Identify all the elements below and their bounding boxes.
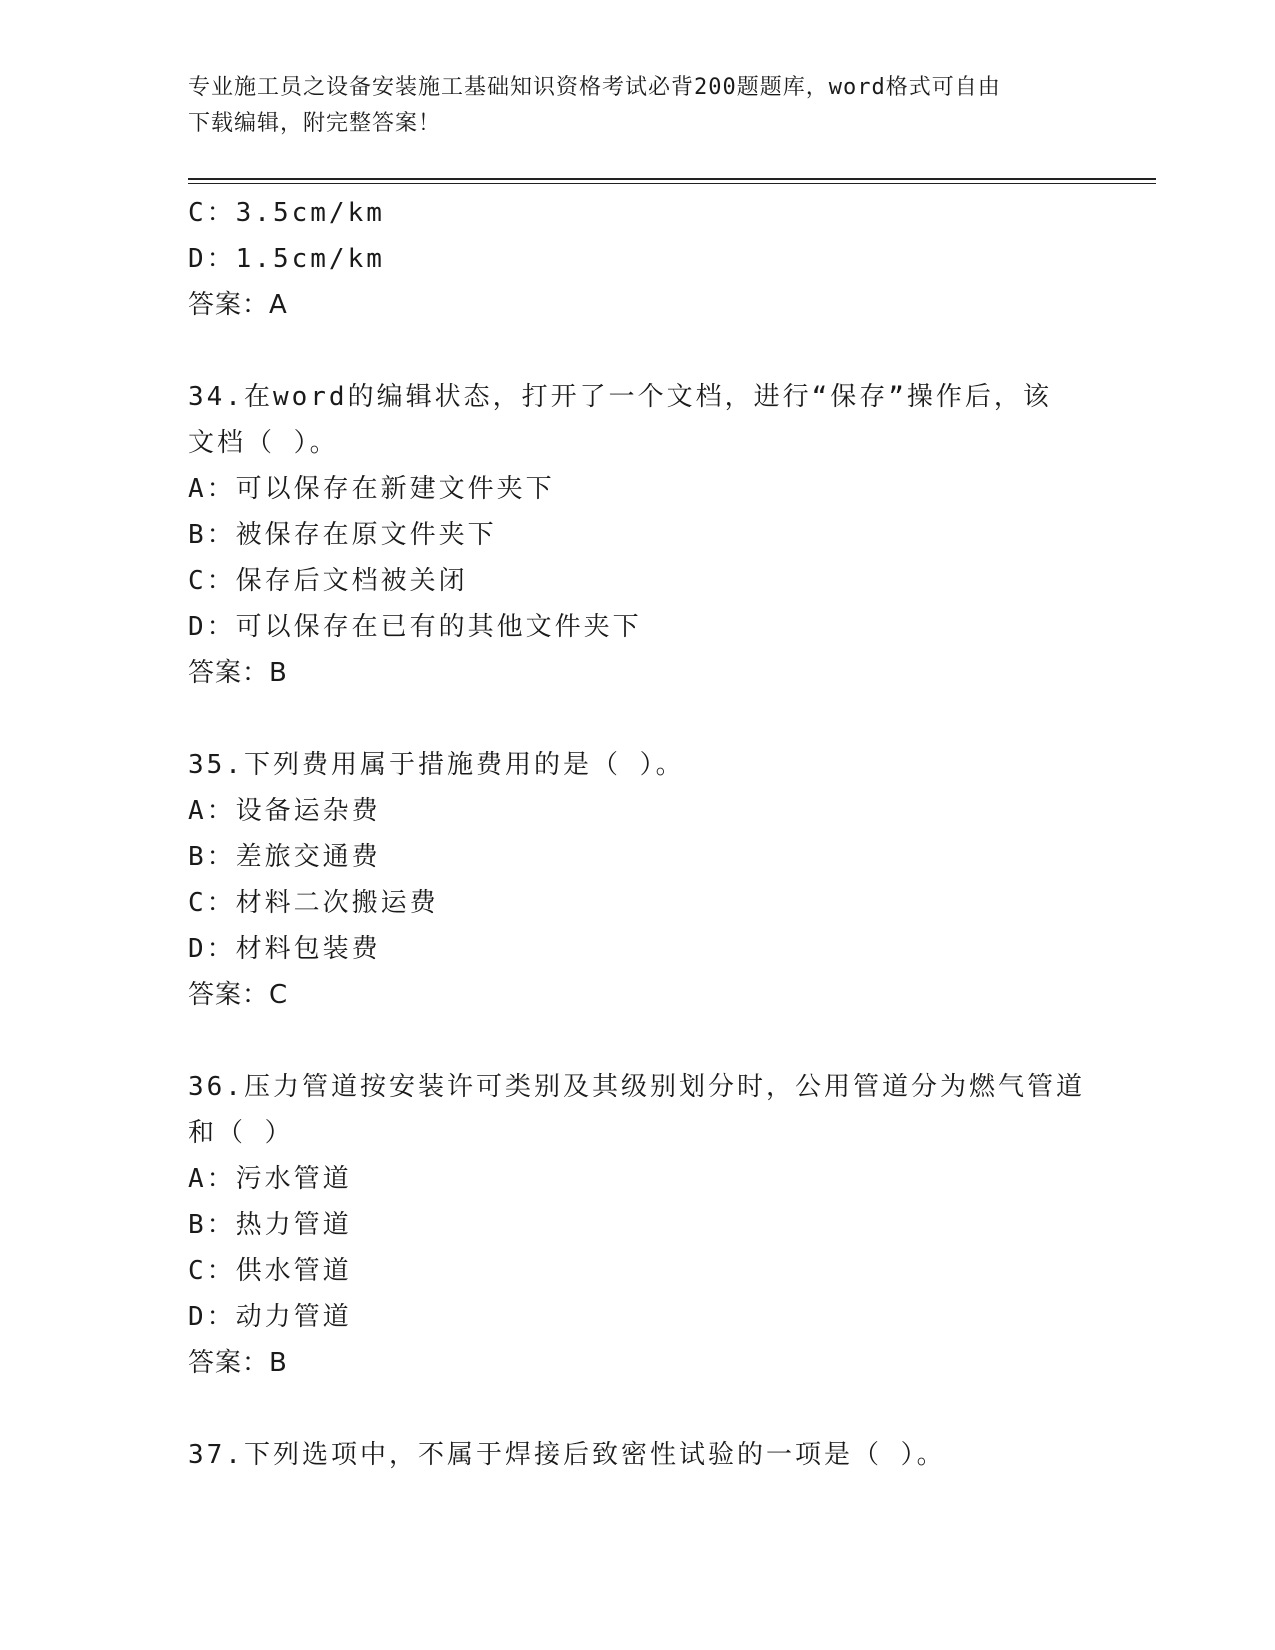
question-text: 和（ ） — [188, 1118, 294, 1148]
option-line: C：材料二次搬运费 — [188, 888, 439, 918]
option-line: D：1.5cm/km — [188, 244, 385, 274]
question-text: 37.下列选项中，不属于焊接后致密性试验的一项是（ ）。 — [188, 1440, 946, 1470]
option-line: A：污水管道 — [188, 1164, 352, 1194]
option-line: D：动力管道 — [188, 1302, 352, 1332]
option-line: A：可以保存在新建文件夹下 — [188, 474, 555, 504]
spacer — [188, 696, 1088, 742]
question-text: 34.在word的编辑状态，打开了一个文档，进行“保存”操作后，该 — [188, 382, 1052, 412]
header-line-2: 下载编辑，附完整答案！ — [188, 111, 442, 136]
question-list — [188, 190, 1088, 1478]
question-text: 35.下列费用属于措施费用的是（ ）。 — [188, 750, 685, 780]
spacer — [188, 1018, 1088, 1064]
option-line: B：热力管道 — [188, 1210, 352, 1240]
option-line: A：设备运杂费 — [188, 796, 381, 826]
document-header — [188, 70, 1088, 142]
option-line: D：材料包装费 — [188, 934, 381, 964]
option-line: C：3.5cm/km — [188, 198, 385, 228]
spacer — [188, 1386, 1088, 1432]
option-line: C：保存后文档被关闭 — [188, 566, 468, 596]
header-divider-thin — [188, 183, 1156, 184]
option-line: D：可以保存在已有的其他文件夹下 — [188, 612, 642, 642]
header-divider — [188, 178, 1156, 180]
answer-line: 答案：A — [188, 290, 288, 320]
option-line: C：供水管道 — [188, 1256, 352, 1286]
option-line: B：差旅交通费 — [188, 842, 381, 872]
answer-line: 答案：B — [188, 1348, 288, 1378]
answer-line: 答案：C — [188, 980, 289, 1010]
option-line: B：被保存在原文件夹下 — [188, 520, 497, 550]
question-text: 36.压力管道按安装许可类别及其级别划分时，公用管道分为燃气管道 — [188, 1072, 1085, 1102]
question-text: 文档（ ）。 — [188, 428, 339, 458]
header-line-1: 专业施工员之设备安装施工基础知识资格考试必背200题题库，word格式可自由 — [188, 75, 1001, 100]
spacer — [188, 328, 1088, 374]
answer-line: 答案：B — [188, 658, 288, 688]
